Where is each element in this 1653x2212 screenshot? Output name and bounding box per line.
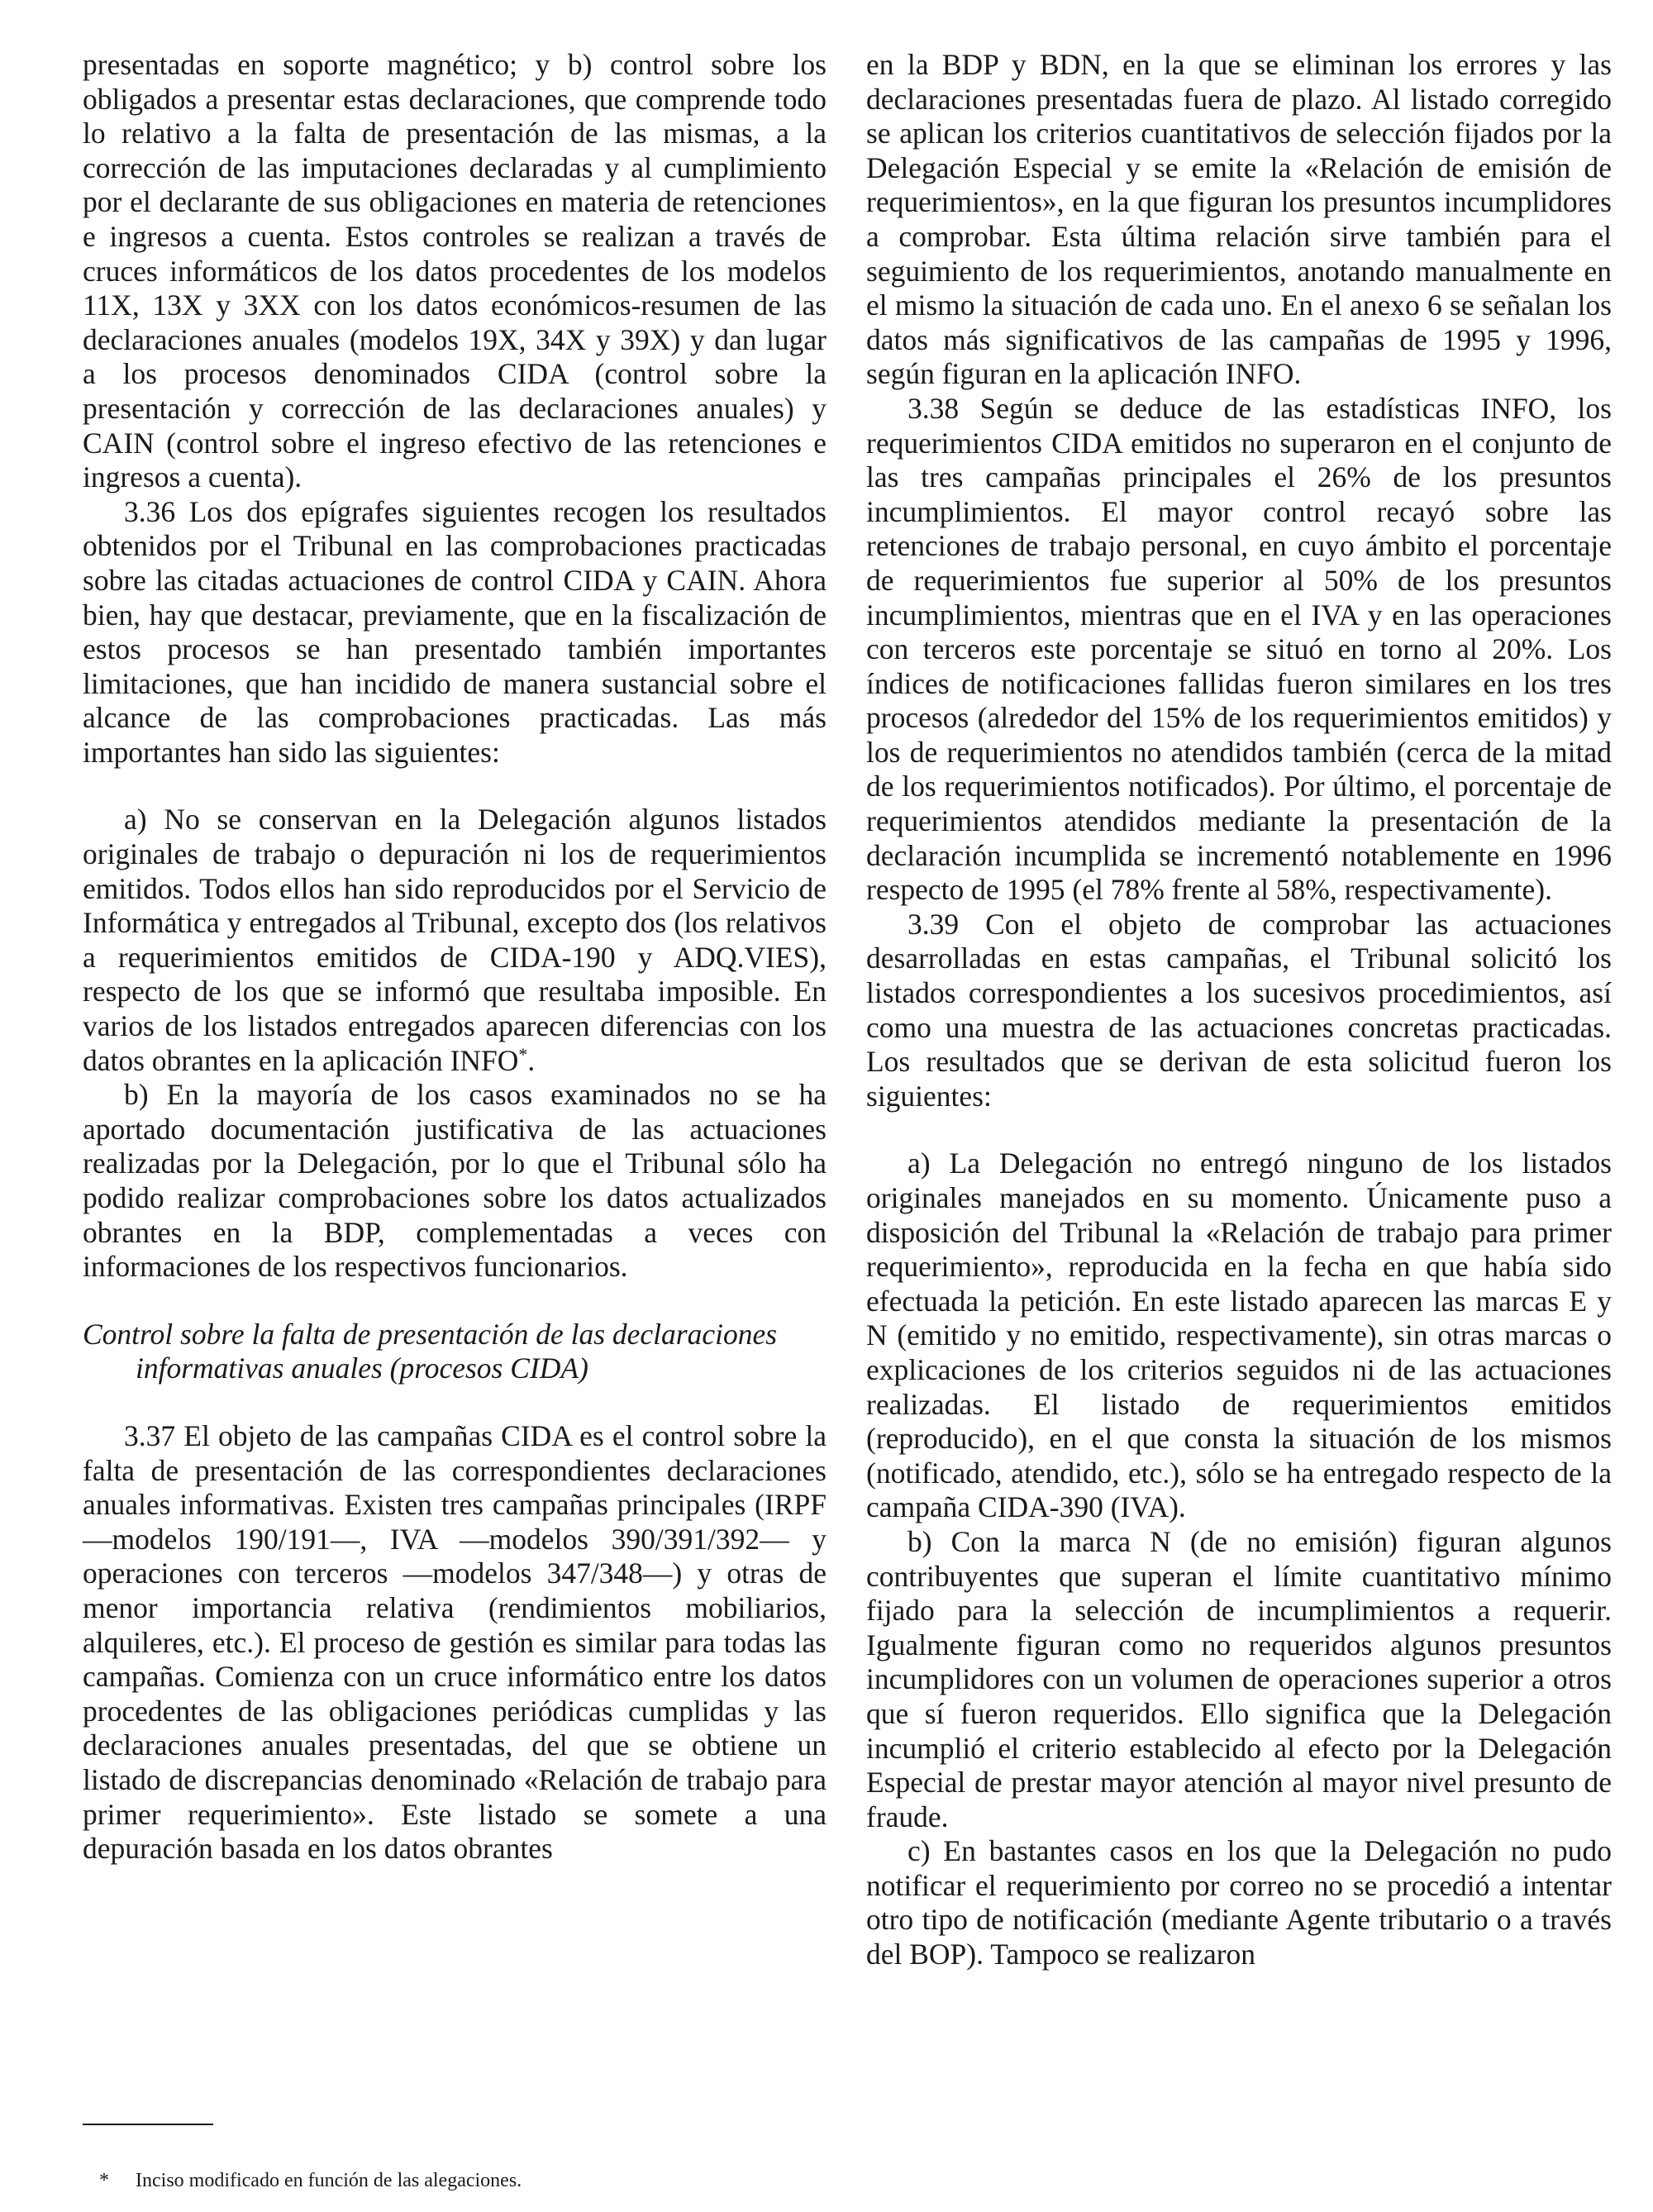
- list-item-a-text: a) No se conservan en la Delegación algunos listados originales de trabajo o depuración ni los de requerimientos emitidos. Todos ellos han sido reproducidos por el Servicio de Informática y entregados al Tribunal, excepto dos (los relativos a requerimientos emitidos de CIDA-190 y ADQ.VIES), respecto de los que se informó que resultaba imposible. En varios de los listados entregados aparecen diferencias con los datos obrantes en la aplicación INFO: [83, 803, 826, 1077]
- footnote-text: Inciso modificado en función de las alegaciones.: [136, 2170, 522, 2191]
- footnote: [99, 2169, 522, 2192]
- spacer: [83, 1285, 826, 1318]
- section-heading-cida: Control sobre la falta de presentación de las declaraciones informativas anuales (procesos CIDA): [83, 1317, 778, 1385]
- list-item-b-results: b) Con la marca N (de no emisión) figuran algunos contribuyentes que superan el límite cuantitativo mínimo fijado para la selección de incumplimientos a requerir. Igualmente figuran como no requeridos algunos presuntos incumplidores con un volumen de operaciones superior a otros que sí fueron requeridos. Ello significa que la Delegación incumplió el criterio establecido al efecto por la Delegación Especial de prestar mayor atención al mayor nivel presunto de fraude.: [866, 1524, 1612, 1833]
- list-item-a-limitations: [83, 803, 826, 1078]
- left-column: [83, 48, 826, 1866]
- list-item-a-period: .: [527, 1043, 536, 1077]
- footnote-mark: *: [99, 2170, 109, 2191]
- list-item-c-results: c) En bastantes casos en los que la Delegación no pudo notificar el requerimiento por correo no se procedió a intentar otro tipo de notificación (mediante Agente tributario o a través del BOP). Tampoco se realizaron: [866, 1834, 1612, 1971]
- paragraph-3-37: 3.37 El objeto de las campañas CIDA es el control sobre la falta de presentación de las correspondientes declaraciones anuales informativas. Existen tres campañas principales (IRPF —modelos 190/191—, IVA —modelos 390/391/392— y operaciones con terceros —modelos 347/348—) y otras de menor importancia relativa (rendimientos mobiliarios, alquileres, etc.). El proceso de gestión es similar para todas las campañas. Comienza con un cruce informático entre los datos procedentes de las obligaciones periódicas cumplidas y las declaraciones anuales presentadas, del que se obtiene un listado de discrepancias denominado «Relación de trabajo para primer requerimiento». Este listado se somete a una depuración basada en los datos obrantes: [83, 1418, 826, 1866]
- footnote-reference-mark: *: [518, 1043, 528, 1065]
- paragraph-continued-3-37: en la BDP y BDN, en la que se eliminan los errores y las declaraciones presentadas fuera de plazo. Al listado corregido se aplican los criterios cuantitativos de selección fijados por la Delegación Especial y se emite la «Relación de emisión de requerimientos», en la que figuran los presuntos incumplidores a comprobar. Esta última relación sirve también para el seguimiento de los requerimientos, anotando manualmente en el mismo la situación de cada uno. En el anexo 6 se señalan los datos más significativos de las campañas de 1995 y 1996, según figuran en la aplicación INFO.: [866, 48, 1612, 391]
- paragraph-3-39: 3.39 Con el objeto de comprobar las actuaciones desarrolladas en estas campañas, el Tribunal solicitó los listados correspondientes a los sucesivos procedimientos, así como una muestra de las actuaciones concretas practicadas. Los resultados que se derivan de esta solicitud fueron los siguientes:: [866, 907, 1612, 1113]
- spacer: [83, 1386, 826, 1419]
- right-column: [866, 48, 1612, 1972]
- footnote-divider: [83, 2124, 213, 2125]
- list-item-a-results: a) La Delegación no entregó ninguno de los listados originales manejados en su momento. Únicamente puso a disposición del Tribunal la «Relación de trabajo para primer requerimiento», reproducida en la fecha en que había sido efectuada la petición. En este listado aparecen las marcas E y N (emitido y no emitido, respectivamente), sin otras marcas o explicaciones de los criterios seguidos ni de las actuaciones realizadas. El listado de requerimientos emitidos (reproducido), en el que consta la situación de los mismos (notificado, atendido, etc.), sólo se ha entregado respecto de la campaña CIDA-390 (IVA).: [866, 1147, 1612, 1524]
- paragraph-intro-controls: presentadas en soporte magnético; y b) control sobre los obligados a presentar estas declaraciones, que comprende todo lo relativo a la falta de presentación de las mismas, a la corrección de las imputaciones declaradas y al cumplimiento por el declarante de sus obligaciones en materia de retenciones e ingresos a cuenta. Estos controles se realizan a través de cruces informáticos de los datos procedentes de los modelos 11X, 13X y 3XX con los datos económicos-resumen de las declaraciones anuales (modelos 19X, 34X y 39X) y dan lugar a los procesos denominados CIDA (control sobre la presentación y corrección de las declaraciones anuales) y CAIN (control sobre el ingreso efectivo de las retenciones e ingresos a cuenta).: [83, 48, 826, 494]
- spacer: [83, 770, 826, 803]
- list-item-b-limitations: b) En la mayoría de los casos examinados no se ha aportado documentación justificativa de las actuaciones realizadas por la Delegación, por lo que el Tribunal sólo ha podido realizar comprobaciones sobre los datos actualizados obrantes en la BDP, complementadas a veces con informaciones de los respectivos funcionarios.: [83, 1078, 826, 1284]
- spacer: [866, 1113, 1612, 1147]
- paragraph-3-38: 3.38 Según se deduce de las estadísticas INFO, los requerimientos CIDA emitidos no superaron en el conjunto de las tres campañas principales el 26% de los presuntos incumplimientos. El mayor control recayó sobre las retenciones de trabajo personal, en cuyo ámbito el porcentaje de requerimientos fue superior al 50% de los presuntos incumplimientos, mientras que en el IVA y en las operaciones con terceros este porcentaje se situó en torno al 20%. Los índices de notificaciones fallidas fueron similares en los tres procesos (alrededor del 15% de los requerimientos emitidos) y los de requerimientos no atendidos también (cerca de la mitad de los requerimientos notificados). Por último, el porcentaje de requerimientos atendidos mediante la presentación de la declaración incumplida se incrementó notablemente en 1996 respecto de 1995 (el 78% frente al 58%, respectivamente).: [866, 391, 1612, 907]
- paragraph-3-36: 3.36 Los dos epígrafes siguientes recogen los resultados obtenidos por el Tribunal en las comprobaciones practicadas sobre las citadas actuaciones de control CIDA y CAIN. Ahora bien, hay que destacar, previamente, que en la fiscalización de estos procesos se han presentado también importantes limitaciones, que han incidido de manera sustancial sobre el alcance de las comprobaciones practicadas. Las más importantes han sido las siguientes:: [83, 494, 826, 769]
